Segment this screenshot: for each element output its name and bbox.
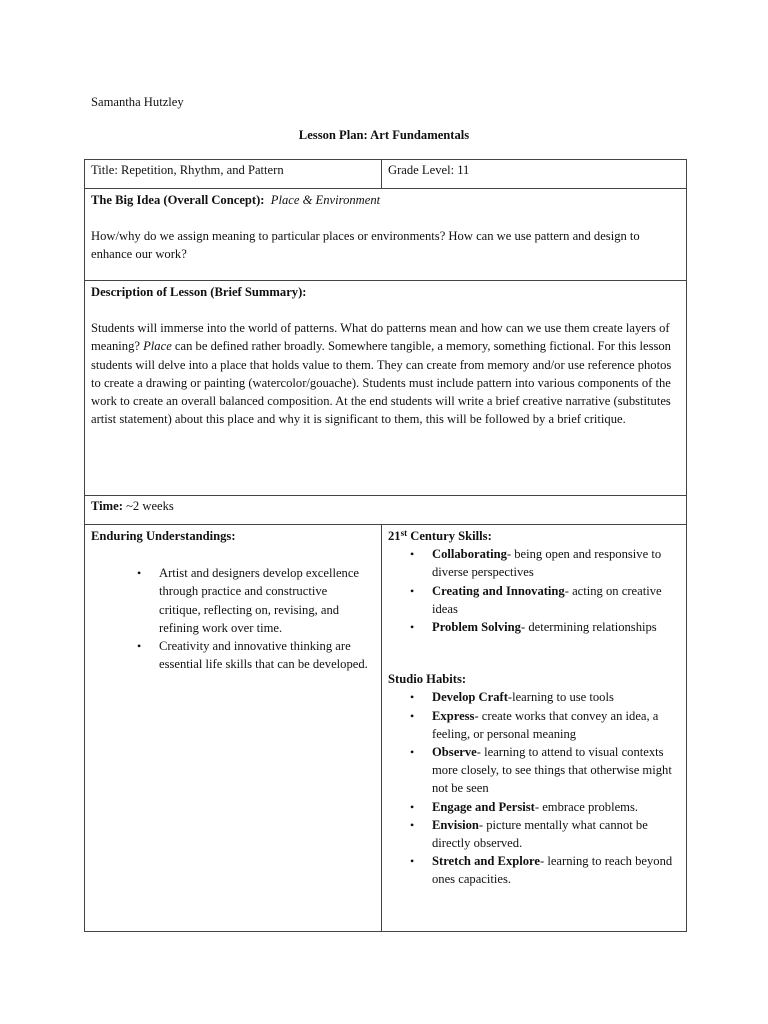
- studio-habits-label: Studio Habits:: [388, 672, 467, 687]
- list-item: • Envision- picture mentally what cannot be directly observed.: [432, 816, 676, 852]
- studio-habits-list: [432, 688, 676, 888]
- century-list: [432, 545, 676, 636]
- lesson-title: Title: Repetition, Rhythm, and Pattern: [91, 163, 284, 177]
- title-row: [85, 160, 687, 189]
- big-idea-text: How/why do we assign meaning to particular places or environments? How can we use pattern and design to enhance our work?: [91, 229, 640, 262]
- lesson-plan-table: [84, 159, 686, 932]
- time-label: Time:: [91, 499, 123, 513]
- list-item: • Develop Craft-learning to use tools: [432, 688, 676, 706]
- enduring-cell: [85, 525, 382, 932]
- time-row: [85, 496, 687, 525]
- list-item: • Engage and Persist- embrace problems.: [432, 798, 676, 816]
- big-idea-row: [85, 189, 687, 281]
- description-label: Description of Lesson (Brief Summary):: [91, 285, 307, 299]
- time-cell: [85, 496, 687, 525]
- author-name: Samantha Hutzley: [91, 95, 184, 109]
- description-text: Students will immerse into the world of patterns. What do patterns mean and how can we use them create layers of meaning? Place can be defined rather broadly. Somewhere tangible, a memory, something fictional. For this lesson students will delve into a place that holds value to them. They can create from memory and/or use reference photos to create a drawing or painting (watercolor/gouache). Students must include pattern into various components of the work to create an overall balanced composition. At the end students will write a brief creative narrative (substitutes artist statement) about this place and why it is significant to them, this will be followed by a brief critique.: [91, 321, 672, 427]
- list-item: • Problem Solving- determining relationships: [432, 618, 676, 636]
- enduring-list: [159, 564, 369, 673]
- skills-cell: [382, 525, 687, 932]
- description-row: [85, 281, 687, 496]
- list-item: • Creativity and innovative thinking are essential life skills that can be developed.: [159, 637, 369, 673]
- lesson-title-cell: [85, 160, 382, 189]
- big-idea-label: The Big Idea (Overall Concept):: [91, 193, 265, 207]
- list-item: • Creating and Innovating- acting on creative ideas: [432, 582, 676, 618]
- grade-level: Grade Level: 11: [388, 163, 470, 177]
- enduring-label: Enduring Understandings:: [91, 529, 236, 543]
- big-idea-value: Place & Environment: [270, 193, 381, 207]
- document-title: Lesson Plan: Art Fundamentals: [298, 128, 470, 142]
- list-item: • Express- create works that convey an idea, a feeling, or personal meaning: [432, 707, 676, 743]
- list-item: • Stretch and Explore- learning to reach beyond ones capacities.: [432, 852, 676, 888]
- place-word: Place: [143, 339, 172, 354]
- list-item: • Collaborating- being open and responsive to diverse perspectives: [432, 545, 676, 581]
- skills-row: [85, 525, 687, 932]
- big-idea-cell: [85, 189, 687, 281]
- description-cell: [85, 281, 687, 496]
- grade-level-cell: [382, 160, 687, 189]
- list-item: • Artist and designers develop excellence through practice and constructive critique, reflecting on, revising, and refining work over time.: [159, 564, 369, 637]
- time-value: ~2 weeks: [122, 499, 174, 513]
- century-label: 21st Century Skills:: [388, 528, 492, 543]
- list-item: • Observe- learning to attend to visual contexts more closely, to see things that otherwise might not be seen: [432, 743, 676, 798]
